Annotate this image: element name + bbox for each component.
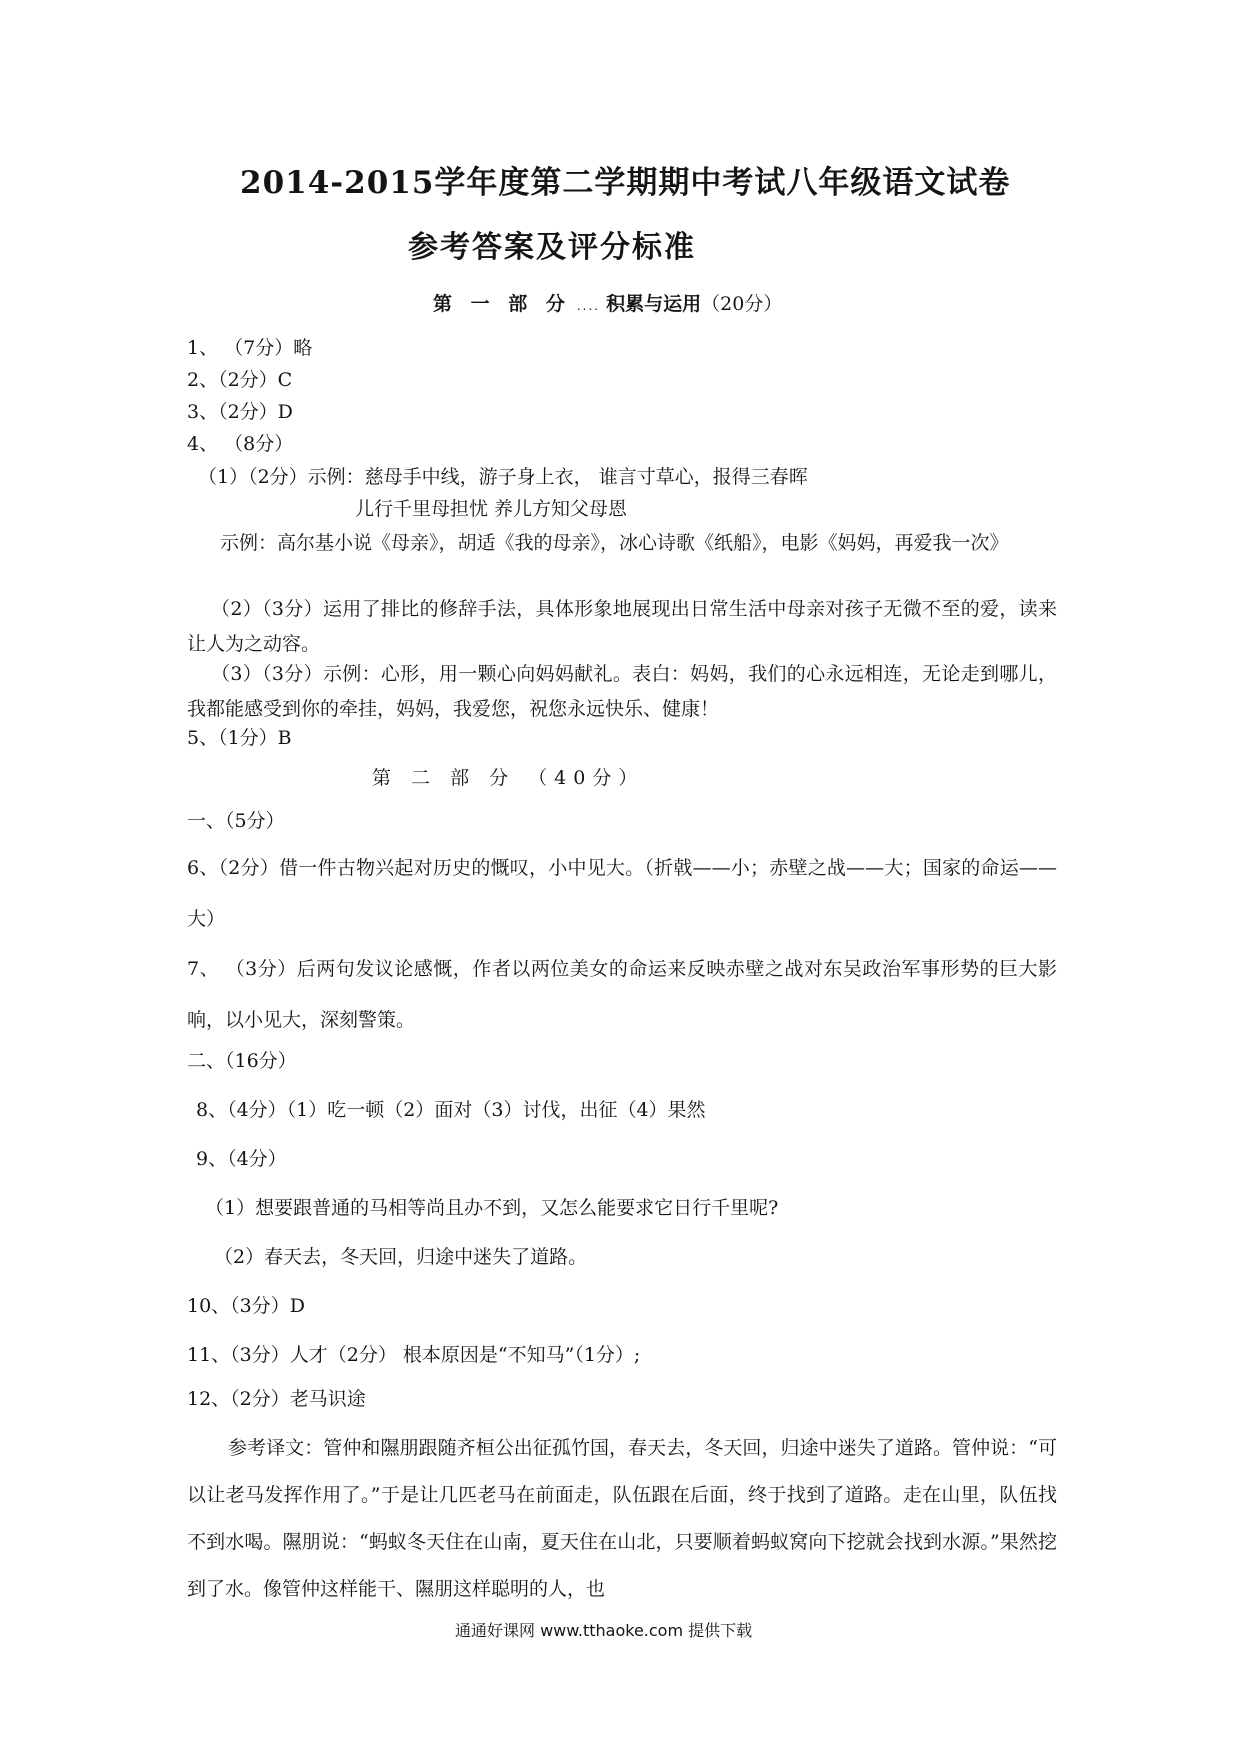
answer-q7: 7、 （3分）后两句发议论感慨，作者以两位美女的命运来反映赤壁之战对东吴政治军事形势的巨大影响，以小见大，深刻警策。 — [187, 958, 1057, 1031]
answer-q2: 2、（2分）C — [187, 369, 293, 391]
answer-q3: 3、（2分）D — [187, 401, 293, 423]
document-title: 2014-2015学年度第二学期期中考试八年级语文试卷 — [240, 165, 1011, 201]
answer-q4-1-poem-cont: 儿行千里母担忧 养儿方知父母恩 — [355, 498, 628, 520]
part1-score: （20分） — [701, 293, 783, 315]
answer-q10: 10、（3分）D — [187, 1295, 305, 1317]
part1-name: 积累与运用 — [606, 293, 702, 315]
part1-dots: .... — [576, 299, 601, 313]
answer-q12: 12、（2分）老马识途 — [187, 1388, 366, 1410]
part1-heading — [433, 291, 782, 319]
answer-q4-3: （3）（3分）示例：心形，用一颗心向妈妈献礼。表白：妈妈，我们的心永远相连，无论走到哪儿，我都能感受到你的牵挂，妈妈，我爱您，祝您永远快乐、健康！ — [187, 663, 1057, 720]
answer-q8: 8、（4分）（1）吃一顿（2）面对（3）讨伐，出征（4）果然 — [196, 1099, 706, 1121]
answer-q9-2: （2）春天去，冬天回，归途中迷失了道路。 — [214, 1246, 588, 1268]
answer-q4-1-examples: 示例：高尔基小说《母亲》，胡适《我的母亲》，冰心诗歌《纸船》，电影《妈妈，再爱我一次》 — [220, 532, 1009, 554]
answer-q9: 9、（4分） — [196, 1148, 287, 1170]
answer-q11: 11、（3分）人才（2分） 根本原因是“不知马”（1分）; — [187, 1344, 641, 1366]
answer-q5: 5、（1分）B — [187, 727, 292, 749]
answer-q1: 1、 （7分）略 — [187, 337, 313, 359]
part2-heading: 第 二 部 分 （40分） — [372, 767, 645, 789]
answer-q4: 4、 （8分） — [187, 433, 294, 455]
page-footer: 通通好课网 www.tthaoke.com 提供下载 — [455, 1621, 753, 1640]
section-1-heading: 一、（5分） — [187, 810, 285, 832]
answer-q4-2: （2）（3分）运用了排比的修辞手法，具体形象地展现出日常生活中母亲对孩子无微不至的爱，读来让人为之动容。 — [187, 598, 1057, 655]
answer-q6: 6、（2分）借一件古物兴起对历史的慨叹，小中见大。（折戟——小；赤壁之战——大；国家的命运——大） — [187, 857, 1057, 930]
part1-label: 第 一 部 分 — [433, 293, 571, 315]
answer-q4-1-poem: （1）（2分）示例：慈母手中线，游子身上衣， 谁言寸草心，报得三春晖 — [198, 466, 808, 488]
section-2-heading: 二、（16分） — [187, 1050, 297, 1072]
answer-q9-1: （1）想要跟普通的马相等尚且办不到，又怎么能要求它日行千里呢? — [205, 1197, 779, 1219]
reference-translation: 参考译文：管仲和隰朋跟随齐桓公出征孤竹国，春天去，冬天回，归途中迷失了道路。管仲说：“可以让老马发挥作用了。”于是让几匹老马在前面走，队伍跟在后面，终于找到了道路。走在山里，队伍找不到水喝。隰朋说：“蚂蚁冬天住在山南，夏天住在山北，只要顺着蚂蚁窝向下挖就会找到水源。”果然挖到了水。像管仲这样能干、隰朋这样聪明的人，也 — [187, 1437, 1057, 1600]
document-subtitle: 参考答案及评分标准 — [408, 230, 696, 265]
